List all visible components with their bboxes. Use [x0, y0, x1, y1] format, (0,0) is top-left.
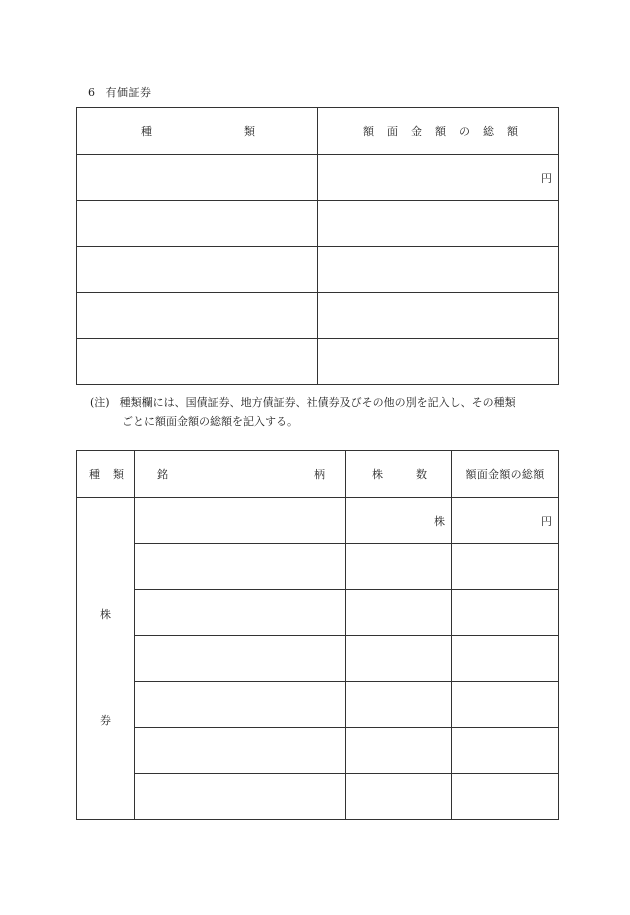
table-row: [77, 155, 559, 201]
stock-certificates-table: [76, 450, 559, 820]
face-total-cell[interactable]: [452, 498, 559, 544]
unit-yen: 円: [541, 171, 552, 185]
table-row: [77, 498, 559, 544]
kind-cell[interactable]: [77, 293, 318, 339]
footnote: [90, 393, 560, 431]
securities-total-table: [76, 107, 559, 385]
kind-cell[interactable]: [77, 339, 318, 385]
table-row: [77, 247, 559, 293]
table-row: [77, 590, 559, 636]
note-line-1: 種類欄には、国債証券、地方債証券、社債券及びその他の別を記入し、その種類: [119, 396, 516, 409]
table-row: [77, 682, 559, 728]
table-row: [77, 544, 559, 590]
header-shares-char-1: 株: [372, 468, 383, 481]
note-prefix: (注): [90, 396, 110, 409]
header-total-char: 額: [507, 125, 518, 138]
kind-label-char-2: 券: [100, 714, 111, 727]
kind-label-char-1: 株: [100, 608, 111, 621]
brand-cell[interactable]: [135, 636, 346, 682]
amount-cell[interactable]: [318, 201, 559, 247]
table-row: [77, 293, 559, 339]
amount-cell[interactable]: [318, 155, 559, 201]
amount-cell[interactable]: [318, 293, 559, 339]
header-total-char: 金: [411, 125, 422, 138]
header-brand: [135, 451, 346, 498]
brand-cell[interactable]: [135, 590, 346, 636]
face-total-cell[interactable]: [452, 636, 559, 682]
brand-cell[interactable]: [135, 682, 346, 728]
header-total-char: 面: [387, 125, 398, 138]
kind-stock-cell: [77, 498, 135, 820]
header-total-char: 額: [435, 125, 446, 138]
shares-cell[interactable]: [346, 498, 452, 544]
brand-cell[interactable]: [135, 544, 346, 590]
note-line-2: ごとに額面金額の総額を記入する。: [122, 415, 298, 428]
face-total-cell[interactable]: [452, 544, 559, 590]
header-kind-char-1: 種: [89, 468, 100, 481]
header-brand-char-2: 柄: [314, 468, 325, 481]
unit-shares: 株: [434, 514, 445, 528]
table1-header-row: [77, 108, 559, 155]
brand-cell[interactable]: [135, 498, 346, 544]
kind-cell[interactable]: [77, 201, 318, 247]
face-total-cell[interactable]: [452, 682, 559, 728]
header-face-total: 額面金額の総額: [452, 451, 559, 498]
section-heading: 有価証券: [105, 86, 152, 99]
table2-header-row: [77, 451, 559, 498]
header-kind-char-1: 種: [141, 125, 152, 138]
header-kind-char-2: 類: [244, 125, 255, 138]
shares-cell[interactable]: [346, 774, 452, 820]
table-row: [77, 636, 559, 682]
section-title: [88, 84, 152, 100]
brand-cell[interactable]: [135, 774, 346, 820]
header-brand-char-1: 銘: [157, 468, 168, 481]
kind-cell[interactable]: [77, 155, 318, 201]
header-kind: [77, 451, 135, 498]
section-number: 6: [88, 86, 96, 99]
header-total-char: 額: [363, 125, 374, 138]
shares-cell[interactable]: [346, 544, 452, 590]
shares-cell[interactable]: [346, 590, 452, 636]
amount-cell[interactable]: [318, 339, 559, 385]
header-total-char: の: [459, 125, 470, 138]
header-kind-char-2: 類: [113, 468, 124, 481]
brand-cell[interactable]: [135, 728, 346, 774]
header-face-total: [318, 108, 559, 155]
unit-yen: 円: [541, 514, 552, 528]
face-total-cell[interactable]: [452, 728, 559, 774]
header-shares: [346, 451, 452, 498]
table-row: [77, 728, 559, 774]
amount-cell[interactable]: [318, 247, 559, 293]
kind-cell[interactable]: [77, 247, 318, 293]
face-total-cell[interactable]: [452, 590, 559, 636]
table-row: [77, 339, 559, 385]
header-total-char: 総: [483, 125, 494, 138]
table-row: [77, 774, 559, 820]
shares-cell[interactable]: [346, 728, 452, 774]
shares-cell[interactable]: [346, 636, 452, 682]
shares-cell[interactable]: [346, 682, 452, 728]
table-row: [77, 201, 559, 247]
header-kind: [77, 108, 318, 155]
face-total-cell[interactable]: [452, 774, 559, 820]
header-shares-char-2: 数: [416, 468, 427, 481]
